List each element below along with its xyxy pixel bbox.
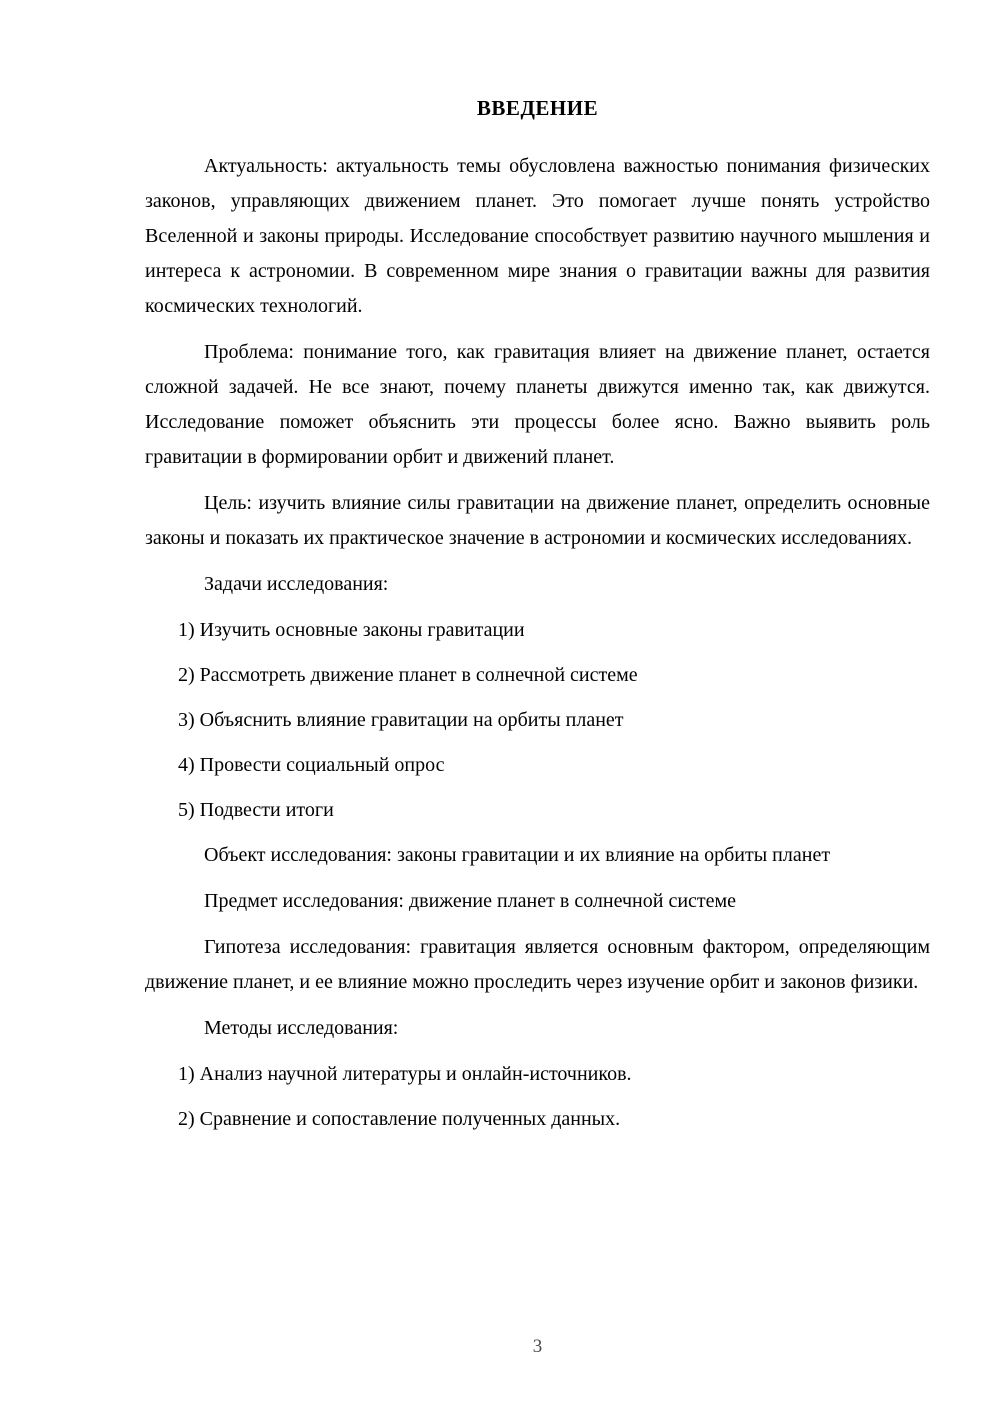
method-item-1: 1) Анализ научной литературы и онлайн-источников.	[178, 1063, 632, 1085]
paragraph-object: Объект исследования: законы гравитации и их влияние на орбиты планет	[204, 844, 831, 866]
paragraph-problem: Проблема: понимание того, как гравитация влияет на движение планет, остается сложной задачей. Не все знают, почему планеты движутся именно так, как движутся. Исследование поможет объяснить эти процессы более ясно. Важно выявить роль гравитации в формировании орбит и движений планет.	[145, 341, 930, 468]
paragraph-hypothesis: Гипотеза исследования: гравитация является основным фактором, определяющим движение планет, и ее влияние можно проследить через изучение орбит и законов физики.	[145, 936, 930, 993]
method-item-2: 2) Сравнение и сопоставление полученных данных.	[178, 1108, 621, 1130]
paragraph-subject: Предмет исследования: движение планет в солнечной системе	[204, 890, 737, 912]
paragraph-relevance: Актуальность: актуальность темы обусловлена важностью понимания физических законов, управляющих движением планет. Это помогает лучше понять устройство Вселенной и законы природы. Исследование способствует развитию научного мышления и интереса к астрономии. В современном мире знания о гравитации важны для развития космических технологий.	[145, 155, 930, 317]
task-item-5: 5) Подвести итоги	[178, 799, 334, 821]
tasks-heading: Задачи исследования:	[204, 573, 389, 595]
task-item-1: 1) Изучить основные законы гравитации	[178, 619, 525, 641]
methods-list	[178, 1057, 930, 1137]
task-item-3: 3) Объяснить влияние гравитации на орбиты планет	[178, 709, 624, 731]
tasks-list	[178, 613, 930, 828]
methods-heading: Методы исследования:	[204, 1017, 399, 1039]
task-item-4: 4) Провести социальный опрос	[178, 754, 445, 776]
page-number: 3	[532, 1336, 543, 1357]
task-item-2: 2) Рассмотреть движение планет в солнечной системе	[178, 664, 638, 686]
paragraph-goal: Цель: изучить влияние силы гравитации на движение планет, определить основные законы и показать их практическое значение в астрономии и космических исследованиях.	[145, 492, 930, 549]
page-title: ВВЕДЕНИЕ	[476, 96, 599, 120]
